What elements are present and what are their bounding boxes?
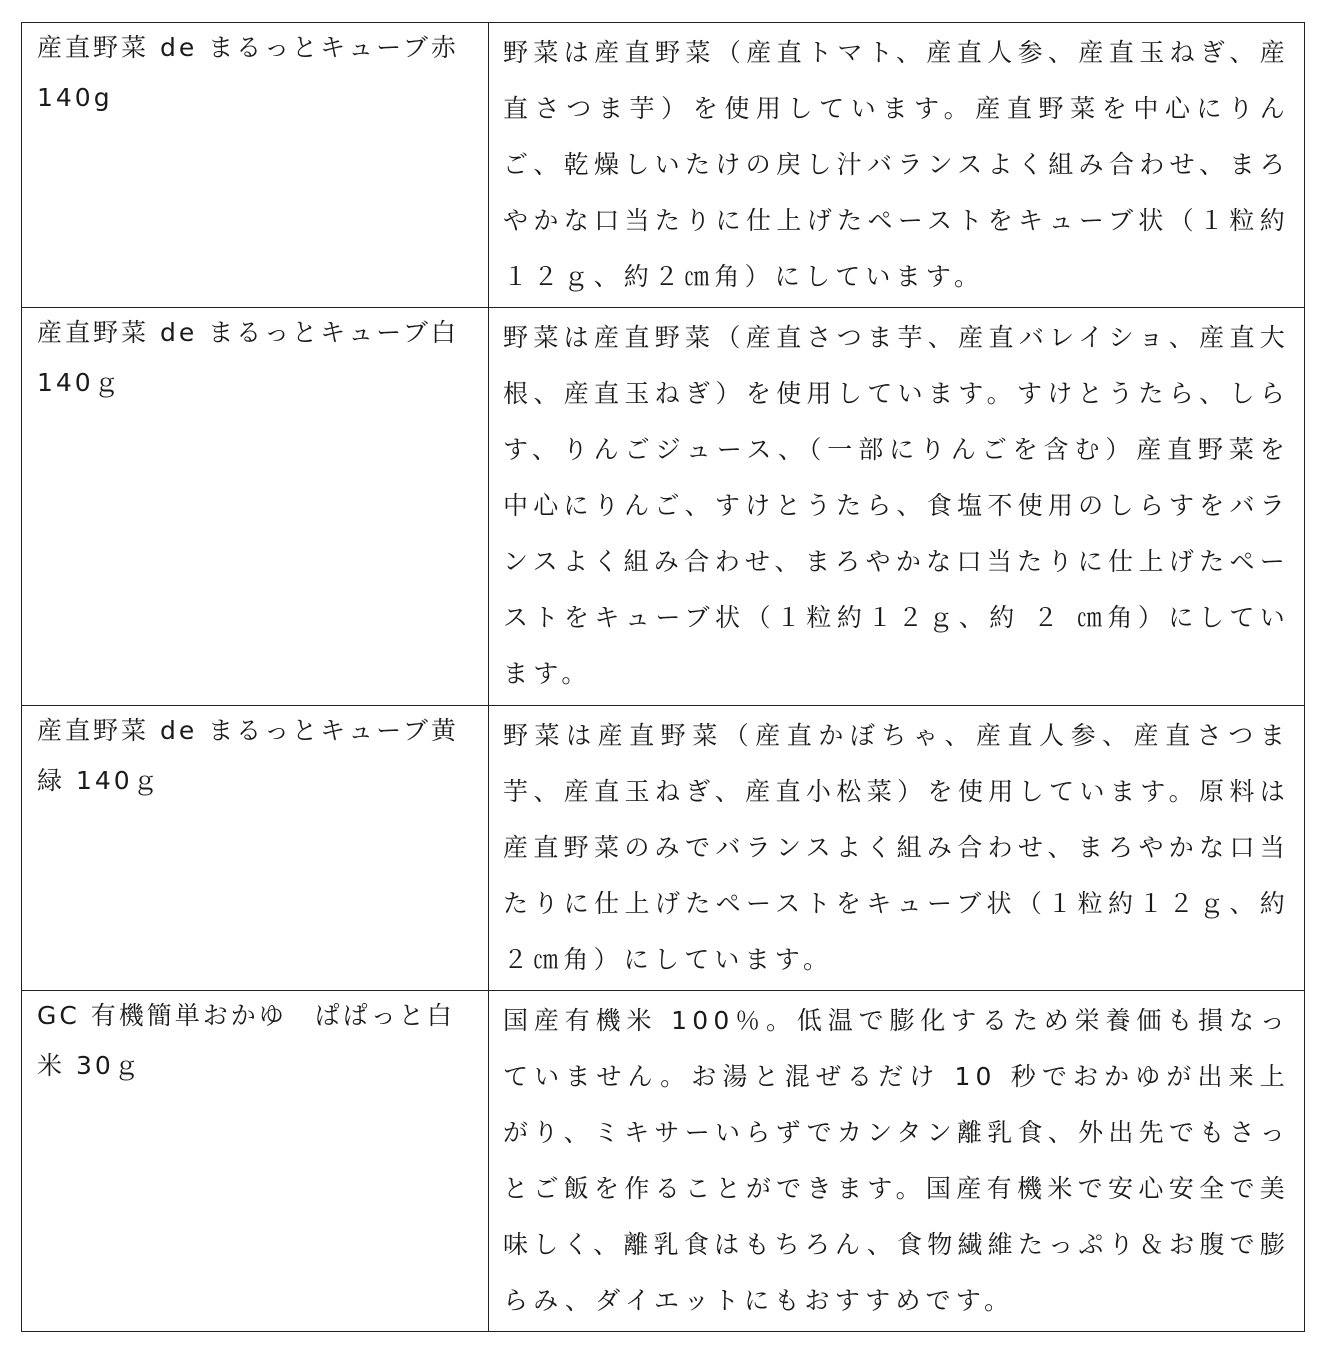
product-description-cell: 野菜は産直野菜（産直トマト、産直人参、産直玉ねぎ、産直さつま芋）を使用しています。産直野菜を中心にりんご、乾燥しいたけの戻し汁バランスよく組み合わせ、まろやかな口当たりに仕上げたペーストをキューブ状（１粒約１２ｇ、約２㎝角）にしています。 — [489, 23, 1305, 308]
product-name-cell: 産直野菜 de まるっとキューブ赤 140g — [22, 23, 489, 308]
table-row — [22, 706, 1305, 991]
product-name-cell: GC 有機簡単おかゆ ぱぱっと白米 30ｇ — [22, 991, 489, 1332]
product-description-cell: 野菜は産直野菜（産直さつま芋、産直バレイショ、産直大根、産直玉ねぎ）を使用しています。すけとうたら、しらす、りんごジュース、（一部にりんごを含む）産直野菜を中心にりんご、すけとうたら、食塩不使用のしらすをバランスよく組み合わせ、まろやかな口当たりに仕上げたペーストをキューブ状（１粒約１２ｇ、約 ２ ㎝角）にしています。 — [489, 308, 1305, 706]
product-table-body — [22, 23, 1305, 1332]
product-description-cell: 野菜は産直野菜（産直かぼちゃ、産直人参、産直さつま芋、産直玉ねぎ、産直小松菜）を使用しています。原料は産直野菜のみでバランスよく組み合わせ、まろやかな口当たりに仕上げたペーストをキューブ状（１粒約１２ｇ、約２㎝角）にしています。 — [489, 706, 1305, 991]
product-description-cell: 国産有機米 100％。低温で膨化するため栄養価も損なっていません。お湯と混ぜるだけ 10 秒でおかゆが出来上がり、ミキサーいらずでカンタン離乳食、外出先でもさっとご飯を作ることができます。国産有機米で安心安全で美味しく、離乳食はもちろん、食物繊維たっぷり＆お腹で膨らみ、ダイエットにもおすすめです。 — [489, 991, 1305, 1332]
table-row — [22, 308, 1305, 706]
product-table — [21, 22, 1305, 1332]
table-row — [22, 991, 1305, 1332]
product-name-cell: 産直野菜 de まるっとキューブ黄緑 140ｇ — [22, 706, 489, 991]
product-name-cell: 産直野菜 de まるっとキューブ白 140ｇ — [22, 308, 489, 706]
table-row — [22, 23, 1305, 308]
